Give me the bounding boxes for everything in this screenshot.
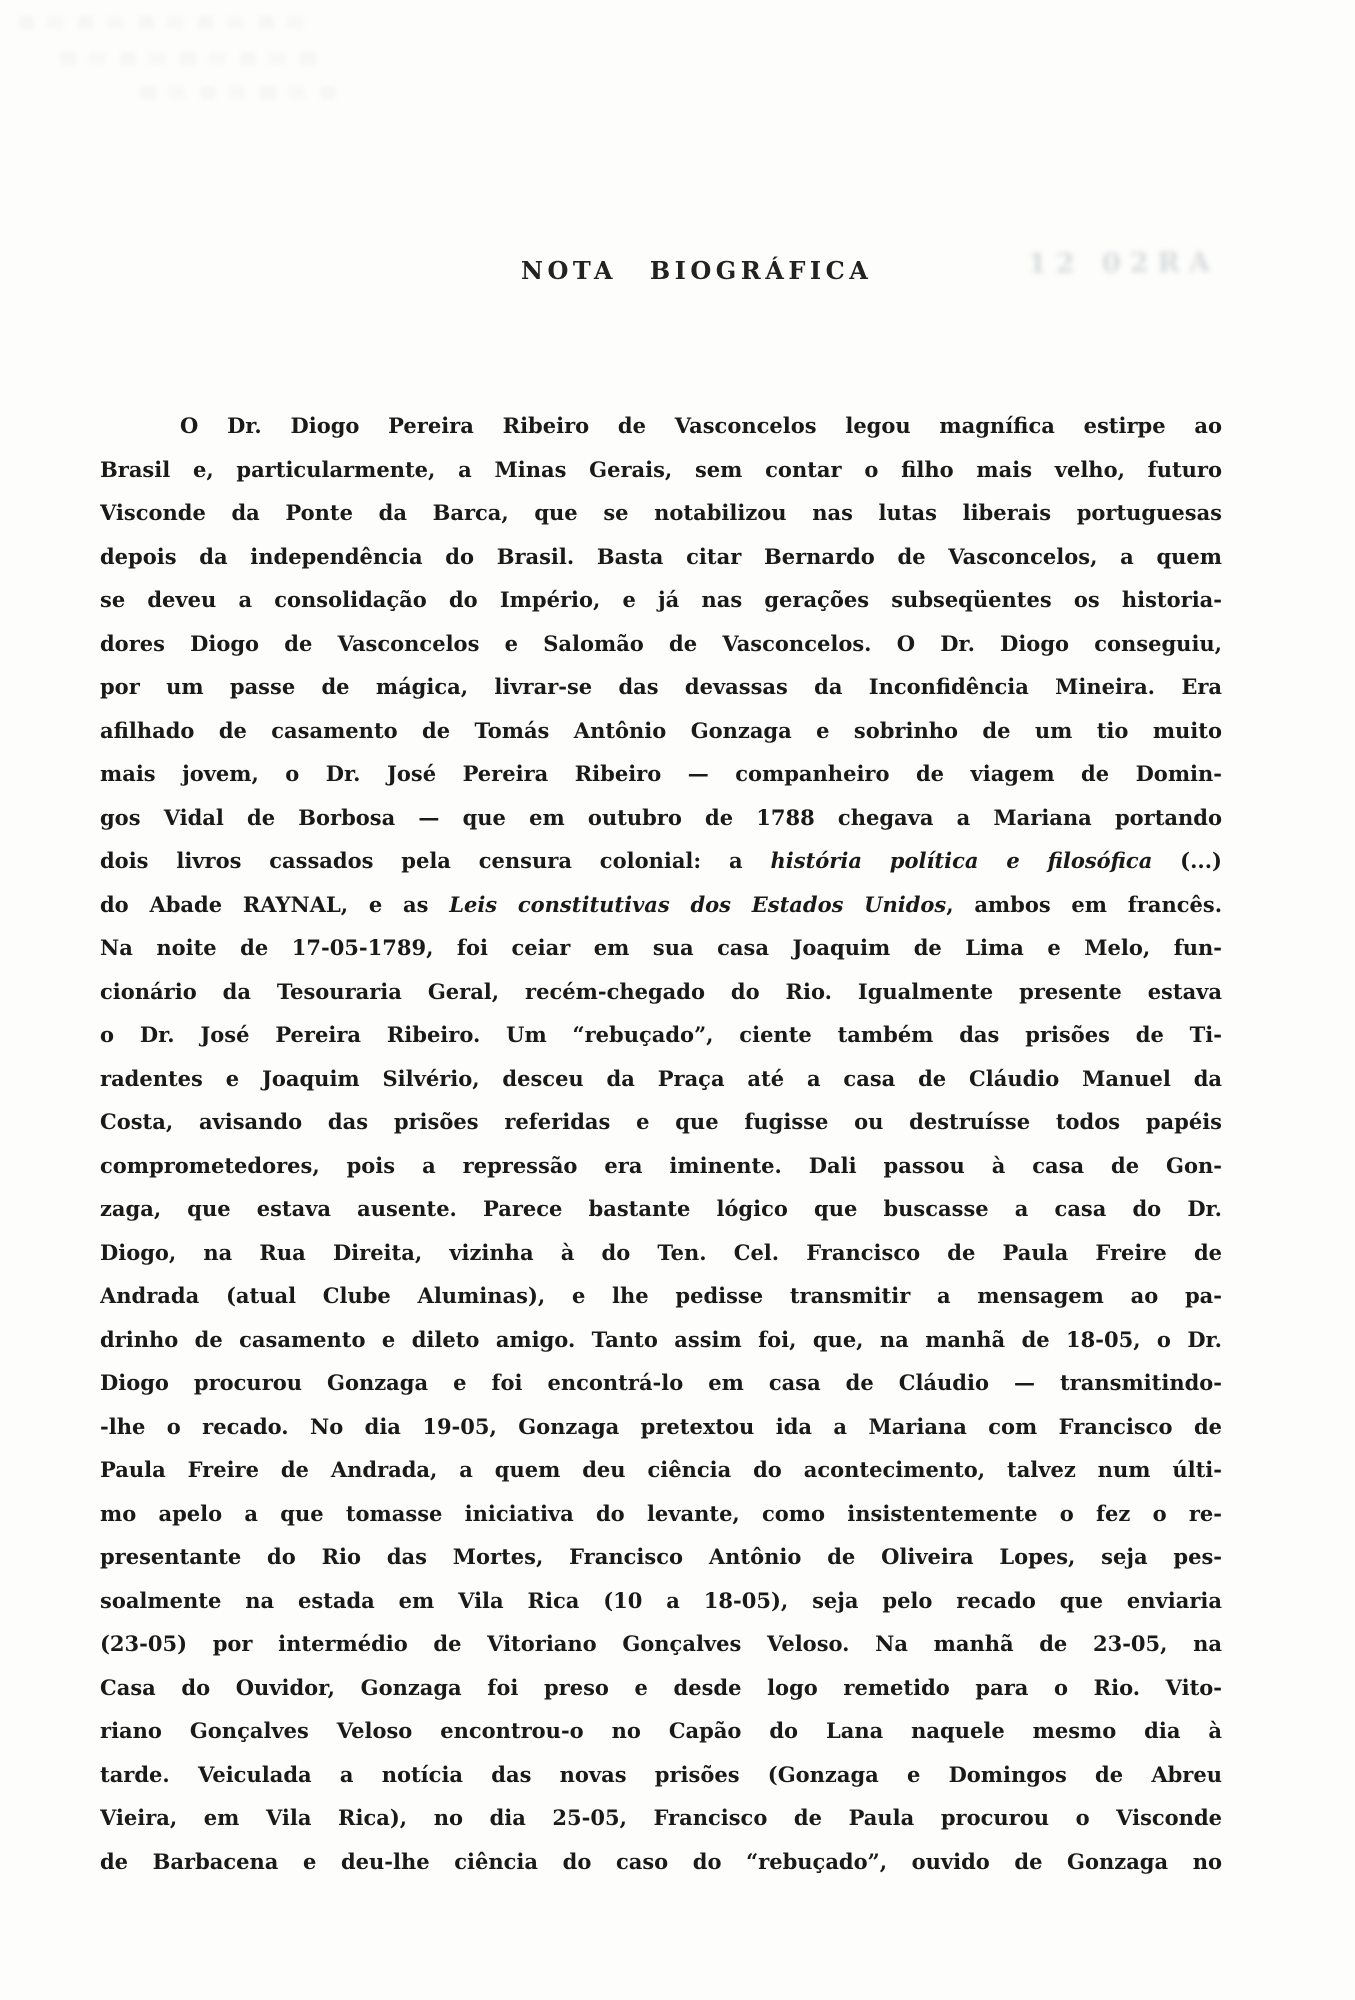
text-segment: gos Vidal de Borbosa — que em outubro de 1788 chegava a Mariana portando bbox=[100, 804, 1222, 830]
text-line bbox=[100, 491, 1222, 535]
text-segment: presentante do Rio das Mortes, Francisco Antônio de Oliveira Lopes, seja pes- bbox=[100, 1544, 1222, 1569]
text-line bbox=[100, 1144, 1222, 1188]
text-segment: depois da independência do Brasil. Basta citar Bernardo de Vasconcelos, a quem bbox=[100, 543, 1222, 569]
text-segment: Paula Freire de Andrada, a quem deu ciência do acontecimento, talvez num últi- bbox=[100, 1457, 1222, 1482]
text-line bbox=[100, 1448, 1222, 1492]
text-line bbox=[100, 622, 1222, 666]
text-segment: soalmente na estada em Vila Rica (10 a 18-05), seja pelo recado que enviaria bbox=[100, 1587, 1222, 1613]
text-line bbox=[100, 883, 1222, 927]
text-segment: do Abade RAYNAL, e as bbox=[100, 891, 450, 917]
text-segment: O Dr. Diogo Pereira Ribeiro de Vasconcelos legou magnífica estirpe ao bbox=[180, 413, 1222, 438]
text-line bbox=[100, 1361, 1222, 1405]
text-segment: Casa do Ouvidor, Gonzaga foi preso e desde logo remetido para o Rio. Vito- bbox=[100, 1674, 1222, 1700]
text-segment: (23-05) por intermédio de Vitoriano Gonçalves Veloso. Na manhã de 23-05, na bbox=[100, 1631, 1222, 1656]
text-line bbox=[100, 1231, 1222, 1275]
text-segment: dores Diogo de Vasconcelos e Salomão de Vasconcelos. O Dr. Diogo conseguiu, bbox=[100, 630, 1222, 656]
faint-ink-stamp: 12 02RA bbox=[1027, 247, 1220, 280]
bleed-through-smudge bbox=[60, 52, 320, 65]
text-line bbox=[100, 1622, 1222, 1666]
text-segment: comprometedores, pois a repressão era iminente. Dali passou à casa de Gon- bbox=[100, 1152, 1222, 1178]
text-segment: Diogo procurou Gonzaga e foi encontrá-lo em casa de Cláudio — transmitindo- bbox=[100, 1370, 1222, 1395]
text-line bbox=[100, 535, 1222, 579]
text-line bbox=[100, 1666, 1222, 1710]
text-segment: zaga, que estava ausente. Parece bastante lógico que buscasse a casa do Dr. bbox=[100, 1196, 1222, 1221]
text-line bbox=[100, 970, 1222, 1014]
text-segment: mais jovem, o Dr. José Pereira Ribeiro — companheiro de viagem de Domin- bbox=[100, 761, 1222, 786]
text-segment: de Barbacena e deu-lhe ciência do caso do “rebuçado”, ouvido de Gonzaga no bbox=[100, 1848, 1222, 1874]
body-text bbox=[100, 404, 1222, 1883]
text-segment: o Dr. José Pereira Ribeiro. Um “rebuçado”, ciente também das prisões de Ti- bbox=[100, 1022, 1222, 1047]
text-segment: riano Gonçalves Veloso encontrou-o no Capão do Lana naquele mesmo dia à bbox=[100, 1718, 1222, 1743]
page-title: NOTA BIOGRÁFICA bbox=[521, 256, 873, 285]
text-segment: Andrada (atual Clube Aluminas), e lhe pedisse transmitir a mensagem ao pa- bbox=[100, 1283, 1222, 1308]
text-line bbox=[100, 1535, 1222, 1579]
text-segment: cionário da Tesouraria Geral, recém-chegado do Rio. Igualmente presente estava bbox=[100, 978, 1222, 1004]
text-segment: Vieira, em Vila Rica), no dia 25-05, Francisco de Paula procurou o Visconde bbox=[100, 1805, 1222, 1830]
text-segment: Visconde da Ponte da Barca, que se notabilizou nas lutas liberais portuguesas bbox=[100, 500, 1222, 525]
text-line bbox=[100, 1709, 1222, 1753]
text-line bbox=[100, 709, 1222, 753]
text-line bbox=[100, 1840, 1222, 1884]
bleed-through-smudge bbox=[18, 16, 318, 29]
text-line bbox=[100, 1057, 1222, 1101]
text-line bbox=[100, 1187, 1222, 1231]
text-line bbox=[100, 839, 1222, 883]
text-line bbox=[100, 578, 1222, 622]
text-segment: radentes e Joaquim Silvério, desceu da Praça até a casa de Cláudio Manuel da bbox=[100, 1065, 1222, 1091]
text-segment: mo apelo a que tomasse iniciativa do levante, como insistentemente o fez o re- bbox=[100, 1500, 1222, 1526]
text-segment: Na noite de 17-05-1789, foi ceiar em sua casa Joaquim de Lima e Melo, fun- bbox=[100, 935, 1222, 960]
text-segment: se deveu a consolidação do Império, e já nas gerações subseqüentes os historia- bbox=[100, 587, 1222, 612]
text-segment: Costa, avisando das prisões referidas e que fugisse ou destruísse todos papéis bbox=[100, 1109, 1222, 1134]
text-segment: dois livros cassados pela censura colonial: a bbox=[100, 848, 771, 873]
bleed-through-smudge bbox=[140, 86, 340, 99]
text-segment: drinho de casamento e dileto amigo. Tanto assim foi, que, na manhã de 18-05, o Dr. bbox=[100, 1326, 1222, 1352]
text-segment: Diogo, na Rua Direita, vizinha à do Ten. Cel. Francisco de Paula Freire de bbox=[100, 1239, 1222, 1265]
text-segment: Brasil e, particularmente, a Minas Gerais, sem contar o filho mais velho, futuro bbox=[100, 456, 1222, 482]
text-line bbox=[100, 1274, 1222, 1318]
text-line bbox=[100, 1405, 1222, 1449]
text-line bbox=[100, 1100, 1222, 1144]
italic-text-segment: história política e filosófica bbox=[770, 848, 1153, 873]
text-line bbox=[100, 1796, 1222, 1840]
text-segment: afilhado de casamento de Tomás Antônio Gonzaga e sobrinho de um tio muito bbox=[100, 717, 1222, 743]
text-line bbox=[100, 665, 1222, 709]
text-segment: , ambos em francês. bbox=[946, 891, 1222, 917]
text-line bbox=[100, 448, 1222, 492]
text-line bbox=[100, 926, 1222, 970]
text-line bbox=[100, 752, 1222, 796]
text-line bbox=[100, 796, 1222, 840]
text-segment: (...) bbox=[1152, 848, 1222, 873]
text-line bbox=[100, 1753, 1222, 1797]
text-segment: por um passe de mágica, livrar-se das devassas da Inconfidência Mineira. Era bbox=[100, 674, 1222, 699]
text-line bbox=[100, 1013, 1222, 1057]
text-line bbox=[100, 1318, 1222, 1362]
text-line bbox=[100, 1492, 1222, 1536]
text-segment: -lhe o recado. No dia 19-05, Gonzaga pretextou ida a Mariana com Francisco de bbox=[100, 1413, 1222, 1439]
text-segment: tarde. Veiculada a notícia das novas prisões (Gonzaga e Domingos de Abreu bbox=[100, 1761, 1222, 1787]
text-line bbox=[100, 404, 1222, 448]
text-line bbox=[100, 1579, 1222, 1623]
italic-text-segment: Leis constitutivas dos Estados Unidos bbox=[449, 891, 947, 917]
